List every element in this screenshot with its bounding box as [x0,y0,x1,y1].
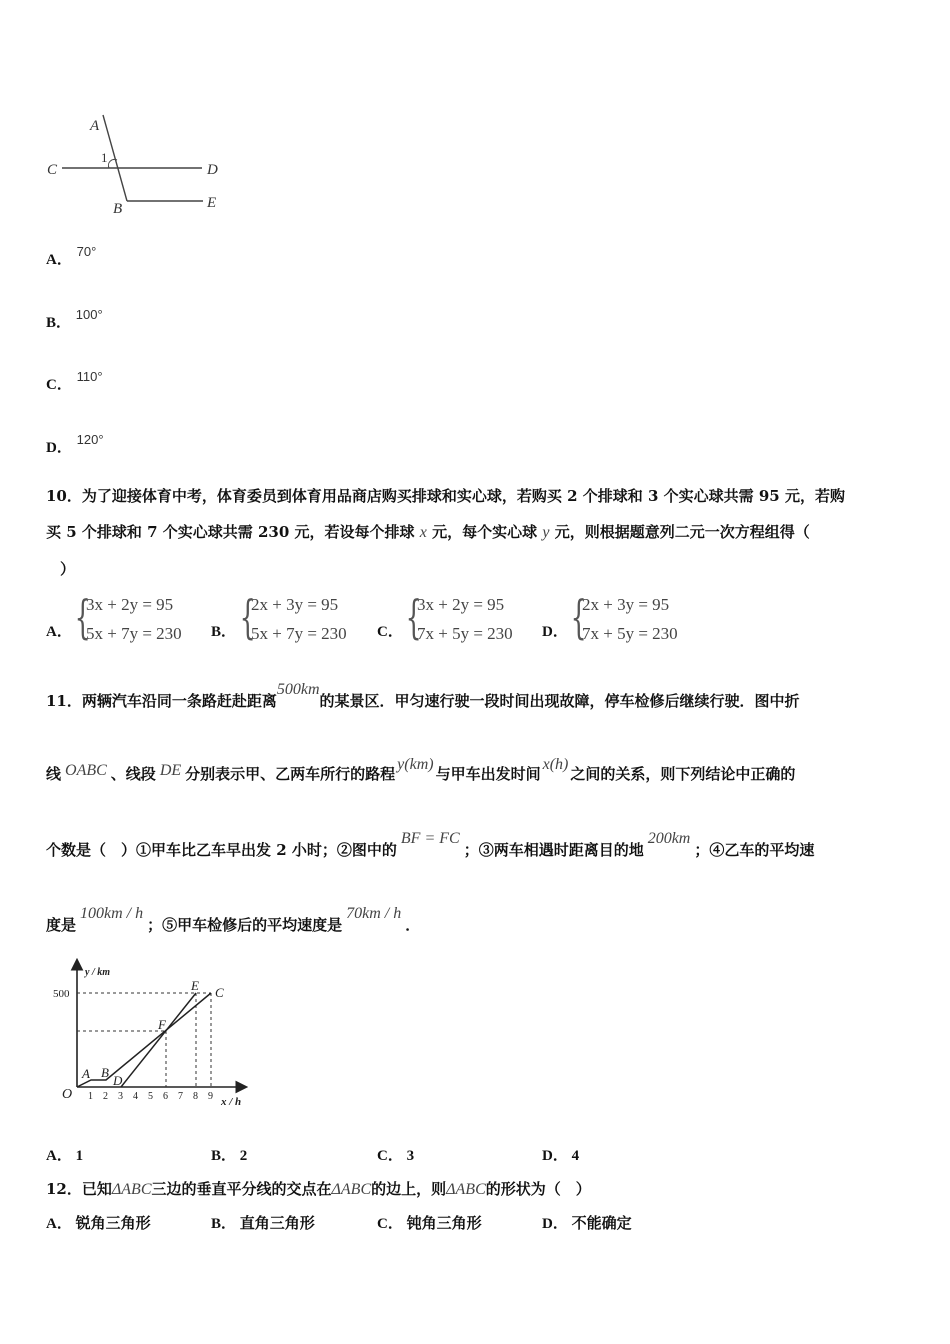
option-letter: C． [377,624,403,640]
math-oabc: OABC [65,762,107,779]
x-tick: 2 [103,1091,108,1102]
label-c: C [47,162,58,178]
q11-text-part: ． [405,916,421,934]
brace-icon: { [405,590,422,644]
q11-line-1 [46,682,800,721]
q12-stem [46,1170,591,1209]
point-f-label: F [158,1017,166,1032]
x-tick: 1 [88,1091,93,1102]
q11-text-part: 的某景区．甲匀速行驶一段时间出现故障，停车检修后继续行驶．图中折 [319,692,800,710]
equation-1: 3x + 2y = 95 [86,595,174,614]
option-value: 110° [76,369,103,384]
q10-text-part: 买 5 个排球和 7 个实心球共需 230 元，若设每个排球 [46,523,415,541]
point-b-label: B [101,1065,109,1080]
q11-text-part: 之间的关系，则下列结论中正确的 [570,765,796,783]
equation-2: 5x + 7y = 230 [251,624,347,643]
q11-text-part: 、线段 [110,765,156,783]
option-letter: B． [46,315,72,331]
q12-option-c[interactable] [377,1212,482,1233]
equation-1: 2x + 3y = 95 [582,595,670,614]
option-value: 钝角三角形 [406,1216,482,1232]
math-triangle-abc: ΔABC [331,1181,372,1198]
option-value: 直角三角形 [239,1216,315,1232]
q10-line-2 [46,513,810,552]
q9-option-b[interactable] [46,307,103,332]
option-letter: B． [211,1216,237,1232]
q10-text-part: 元，则根据题意列二元一次方程组得（ [554,523,810,541]
y-axis-label: y / km [85,967,110,978]
q11-text-part: ；③两车相遇时距离目的地 [463,841,644,859]
option-letter: C． [46,377,72,393]
option-value: 120° [76,432,104,447]
equation-2: 7x + 5y = 230 [582,624,678,643]
x-tick: 5 [148,1091,153,1102]
q11-option-c[interactable] [377,1144,414,1165]
q9-option-a[interactable] [46,244,97,269]
option-letter: B． [211,624,237,640]
q11-option-a[interactable] [46,1144,83,1165]
brace-icon: { [74,590,91,644]
math-bf-fc: BF = FC [400,830,460,847]
q11-line-2 [46,755,795,794]
option-letter: D． [46,440,72,456]
point-e-label: E [191,978,199,993]
x-tick: 7 [178,1091,183,1102]
x-tick: 3 [118,1091,123,1102]
q12-option-a[interactable] [46,1212,151,1233]
q12-text-part: 的边上，则 [371,1180,447,1198]
y-tick-500: 500 [53,988,70,1000]
math-de: DE [159,762,182,779]
q11-text-part: 个数是（ ）①甲车比乙车早出发 2 小时；②图中的 [46,841,397,859]
option-letter: D． [542,1216,568,1232]
q9-option-c[interactable] [46,369,103,394]
equation-1: 2x + 3y = 95 [251,595,339,614]
line-oabc [77,993,211,1087]
x-tick: 8 [193,1091,198,1102]
q10-option-d[interactable] [542,590,702,650]
option-letter: D． [542,1148,568,1164]
q10-line-1: 10．为了迎接体育中考，体育委员到体育用品商店购买排球和实心球，若购买 2 个排球和 3 个实心球共需 95 元，若购 [46,487,845,505]
option-letter: A． [46,252,72,268]
q11-text-part: 线 [46,765,62,783]
q11-text-part: 分别表示甲、乙两车所行的路程 [185,765,396,783]
origin-label: O [62,1087,73,1102]
option-letter: D． [542,624,568,640]
q11-text-part: 与甲车出发时间 [435,765,541,783]
option-letter: A． [46,624,72,640]
option-value: 70° [76,244,97,259]
option-letter: B． [211,1148,237,1164]
q12-text-part: 三边的垂直平分线的交点在 [151,1180,332,1198]
parallel-lines-figure [40,110,230,220]
q11-text-part: 度是 [46,916,77,934]
q10-option-a[interactable] [46,590,206,650]
label-1: 1 [101,150,108,165]
option-letter: C． [377,1216,403,1232]
option-letter: A． [46,1216,72,1232]
q10-option-b[interactable] [211,590,371,650]
math-70kmh: 70km / h [346,905,402,922]
option-value: 3 [406,1148,415,1164]
distance-time-graph [45,955,260,1110]
math-500km: 500km [276,681,320,698]
x-tick: 9 [208,1091,213,1102]
var-y: y [542,524,550,541]
equation-1: 3x + 2y = 95 [417,595,505,614]
option-value: 2 [239,1148,248,1164]
option-value: 锐角三角形 [75,1216,151,1232]
math-xh: x(h) [542,756,569,773]
q12-text-part: 的形状为（ ） [485,1180,591,1198]
q12-option-b[interactable] [211,1212,315,1233]
math-triangle-abc: ΔABC [446,1181,486,1198]
q10-line-3: ） [60,560,76,578]
brace-icon: { [570,590,587,644]
option-value: 4 [571,1148,580,1164]
point-a-label: A [82,1066,90,1081]
q12-option-d[interactable] [542,1212,632,1233]
option-value: 1 [75,1148,84,1164]
x-tick: 6 [163,1091,168,1102]
q11-text-part: ；④乙车的平均速 [694,841,815,859]
brace-icon: { [239,590,256,644]
equation-2: 5x + 7y = 230 [86,624,182,643]
q12-text-part: 12．已知 [46,1180,112,1198]
math-ykm: y(km) [397,756,434,773]
math-triangle-abc: ΔABC [111,1181,152,1198]
x-axis-label: x / h [221,1096,242,1108]
q10-option-c[interactable] [377,590,537,650]
label-e: E [207,195,217,211]
option-letter: A． [46,1148,72,1164]
label-d: D [207,162,218,178]
q10-text-part: 元，每个实心球 [432,523,538,541]
option-value: 不能确定 [571,1216,632,1232]
option-value: 100° [75,307,103,322]
point-c-label: C [215,985,224,1000]
math-100kmh: 100km / h [80,905,144,922]
label-a: A [90,118,100,134]
q11-line-3 [46,831,814,870]
label-b: B [113,201,123,217]
q9-option-d[interactable] [46,432,104,457]
equation-2: 7x + 5y = 230 [417,624,513,643]
option-letter: C． [377,1148,403,1164]
q11-option-d[interactable] [542,1144,579,1165]
math-200km: 200km [647,830,691,847]
q11-text-part: ；⑤甲车检修后的平均速度是 [147,916,343,934]
q11-option-b[interactable] [211,1144,247,1165]
point-d-label: D [113,1073,123,1088]
q11-text-part: 11．两辆汽车沿同一条路赶赴距离 [46,692,277,710]
var-x: x [419,524,427,541]
q11-line-4 [46,906,420,945]
x-tick: 4 [133,1091,138,1102]
line-de [121,993,196,1087]
